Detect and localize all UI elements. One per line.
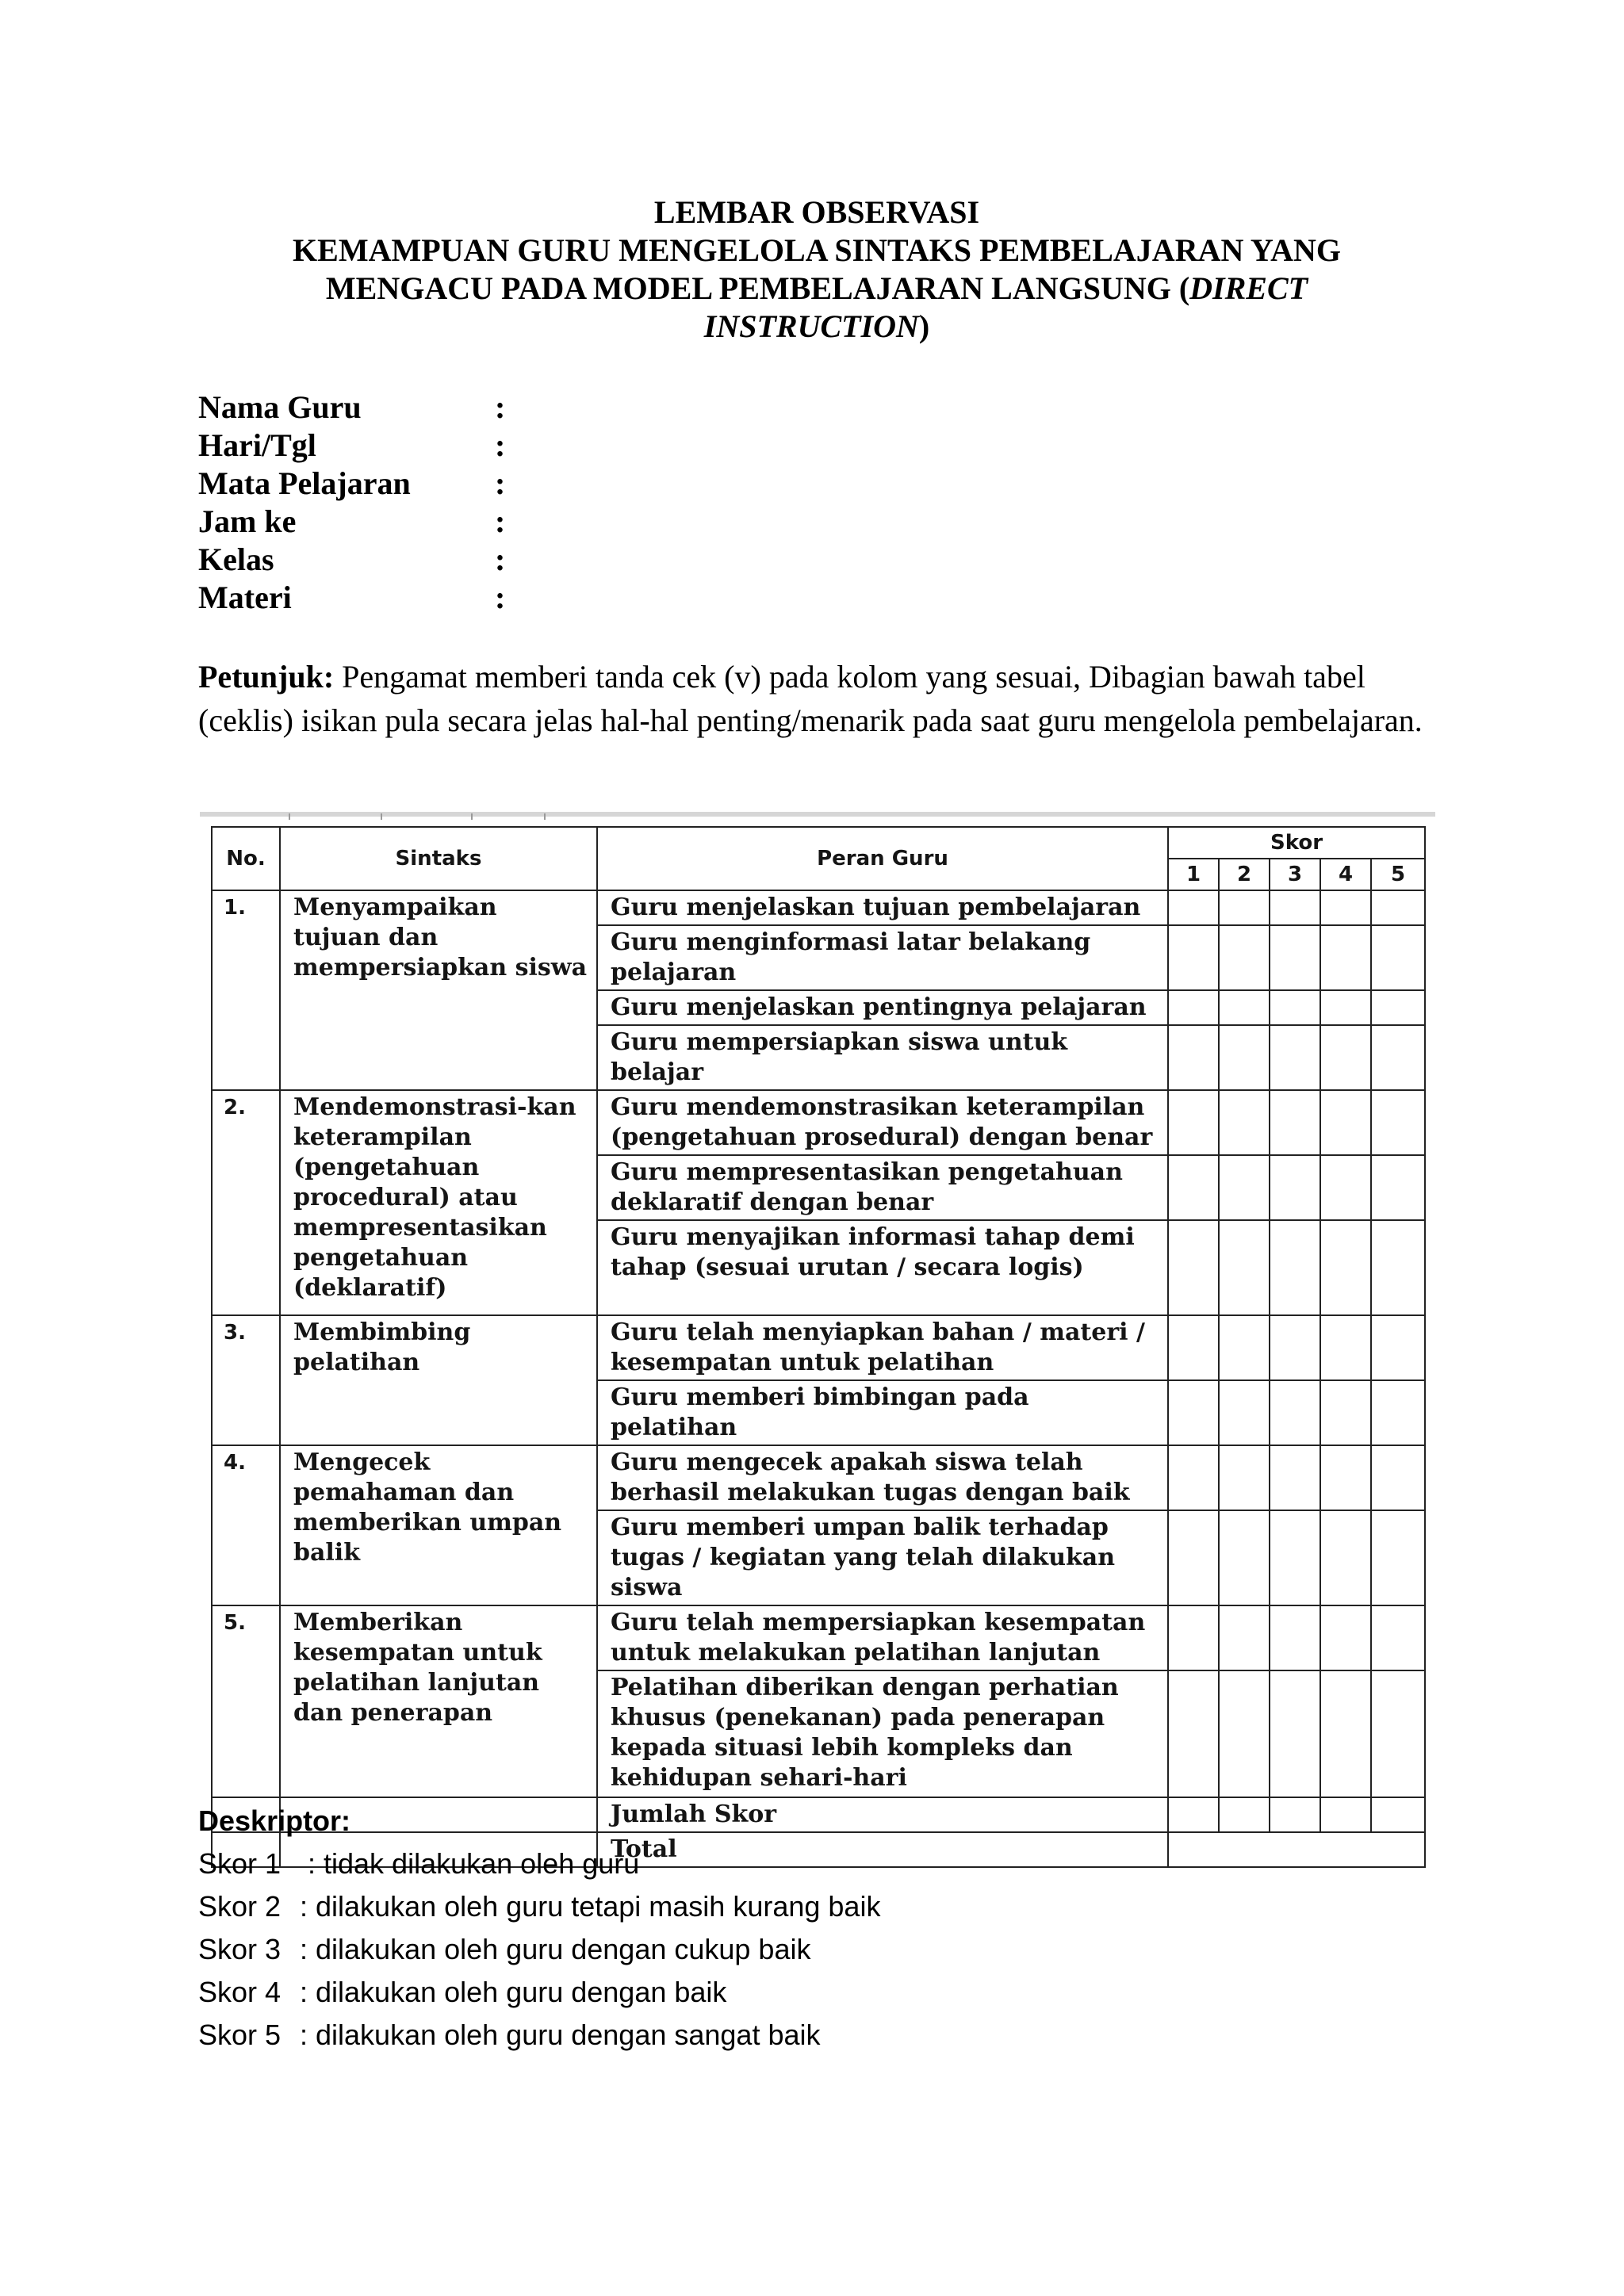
peran-cell: Guru telah menyiapkan bahan / materi / kesempatan untuk pelatihan	[597, 1315, 1168, 1380]
score-cell-4[interactable]	[1320, 1315, 1371, 1380]
score-cell-4[interactable]	[1320, 925, 1371, 990]
title-line-1: LEMBAR OBSERVASI	[653, 194, 980, 230]
peran-cell: Guru mempersiapkan siswa untuk belajar	[597, 1025, 1168, 1090]
header-skor-2: 2	[1219, 859, 1270, 890]
score-cell-3[interactable]	[1270, 925, 1320, 990]
peran-cell: Guru telah mempersiapkan kesempatan untuk melakukan pelatihan lanjutan	[597, 1605, 1168, 1670]
descriptor-label: Skor 1	[198, 1847, 282, 1880]
table-row	[212, 1315, 1425, 1380]
ruler-tick	[289, 813, 290, 820]
score-cell-2[interactable]	[1219, 890, 1270, 925]
title-line-3-text: MENGACU PADA MODEL PEMBELAJARAN LANGSUNG (	[325, 270, 1190, 306]
field-colon: :	[495, 503, 506, 539]
score-cell-3[interactable]	[1270, 1510, 1320, 1605]
score-cell-1[interactable]	[1168, 890, 1219, 925]
score-cell-4[interactable]	[1320, 1510, 1371, 1605]
score-cell-2[interactable]	[1219, 1220, 1270, 1315]
peran-cell: Guru menginformasi latar belakang pelajaran	[597, 925, 1168, 990]
total-value-cell[interactable]	[1168, 1832, 1425, 1867]
score-cell-3[interactable]	[1270, 1605, 1320, 1670]
ruler-tick	[471, 813, 473, 820]
score-cell-4[interactable]	[1320, 1605, 1371, 1670]
score-cell-2[interactable]	[1219, 1605, 1270, 1670]
score-cell-5[interactable]	[1371, 1315, 1425, 1380]
score-cell-4[interactable]	[1320, 1025, 1371, 1090]
score-cell-2[interactable]	[1219, 1090, 1270, 1155]
field-label: Mata Pelajaran	[198, 465, 411, 501]
score-cell-1[interactable]	[1168, 1220, 1219, 1315]
score-cell-3[interactable]	[1270, 890, 1320, 925]
title-line-4-suffix: )	[918, 308, 930, 344]
descriptor-text: : dilakukan oleh guru dengan sangat baik	[300, 2019, 821, 2051]
score-cell-4[interactable]	[1320, 1155, 1371, 1220]
field-label: Jam ke	[198, 503, 297, 539]
peran-cell: Guru memberi bimbingan pada pelatihan	[597, 1380, 1168, 1445]
descriptor-text: : tidak dilakukan oleh guru	[308, 1847, 640, 1880]
score-cell-2[interactable]	[1219, 1510, 1270, 1605]
jumlah-score-4[interactable]	[1320, 1797, 1371, 1832]
ruler-tick	[381, 813, 382, 820]
score-cell-3[interactable]	[1270, 1155, 1320, 1220]
score-cell-1[interactable]	[1168, 1670, 1219, 1797]
score-cell-4[interactable]	[1320, 1220, 1371, 1315]
descriptor-label: Skor 3	[198, 1933, 282, 1965]
row-number: 4.	[212, 1445, 280, 1605]
descriptor-item	[198, 2014, 821, 2057]
descriptor-text: : dilakukan oleh guru tetapi masih kurang baik	[300, 1890, 881, 1923]
score-cell-3[interactable]	[1270, 1670, 1320, 1797]
field-colon: :	[495, 389, 506, 425]
score-cell-4[interactable]	[1320, 890, 1371, 925]
instruction-text: Pengamat memberi tanda cek (v) pada kolom yang sesuai, Dibagian bawah tabel (ceklis) isikan pula secara jelas hal-hal penting/menarik pada saat guru mengelola pembelajaran.	[198, 659, 1423, 738]
peran-cell: Guru menjelaskan tujuan pembelajaran	[597, 890, 1168, 925]
descriptor-item	[198, 1928, 811, 1971]
sintaks-cell: Mendemonstrasi-kan keterampilan (pengetahuan procedural) atau mempresentasikan pengetahuan (deklaratif)	[280, 1090, 597, 1315]
score-cell-1[interactable]	[1168, 1445, 1219, 1510]
title-line-4	[198, 308, 1435, 346]
header-skor: Skor	[1168, 827, 1425, 859]
score-cell-5[interactable]	[1371, 925, 1425, 990]
header-no: No.	[212, 827, 280, 890]
field-label: Kelas	[198, 541, 274, 577]
score-cell-1[interactable]	[1168, 990, 1219, 1025]
checklist-table	[211, 826, 1426, 1868]
score-cell-5[interactable]	[1371, 1605, 1425, 1670]
score-cell-1[interactable]	[1168, 1510, 1219, 1605]
score-cell-2[interactable]	[1219, 1380, 1270, 1445]
table-row	[212, 1445, 1425, 1510]
title-line-3-italic: DIRECT	[1189, 270, 1308, 306]
score-cell-2[interactable]	[1219, 1445, 1270, 1510]
score-cell-1[interactable]	[1168, 1155, 1219, 1220]
score-cell-3[interactable]	[1270, 1445, 1320, 1510]
score-cell-4[interactable]	[1320, 1445, 1371, 1510]
title-line-3	[198, 270, 1435, 308]
score-cell-5[interactable]	[1371, 1510, 1425, 1605]
field-colon: :	[495, 541, 506, 577]
score-cell-5[interactable]	[1371, 1380, 1425, 1445]
score-cell-2[interactable]	[1219, 990, 1270, 1025]
document-title	[198, 193, 1435, 346]
score-cell-5[interactable]	[1371, 1670, 1425, 1797]
score-cell-1[interactable]	[1168, 925, 1219, 990]
score-cell-5[interactable]	[1371, 1220, 1425, 1315]
table-row	[212, 890, 1425, 925]
peran-cell: Guru mendemonstrasikan keterampilan (pengetahuan prosedural) dengan benar	[597, 1090, 1168, 1155]
score-cell-2[interactable]	[1219, 1315, 1270, 1380]
field-colon: :	[495, 580, 506, 615]
ruler-tick	[544, 813, 546, 820]
sintaks-cell: Memberikan kesempatan untuk pelatihan lanjutan dan penerapan	[280, 1605, 597, 1797]
descriptor-label: Skor 4	[198, 1976, 282, 2008]
total-label: Total	[597, 1832, 1168, 1867]
score-cell-5[interactable]	[1371, 1445, 1425, 1510]
score-cell-3[interactable]	[1270, 1090, 1320, 1155]
score-cell-1[interactable]	[1168, 1605, 1219, 1670]
score-cell-5[interactable]	[1371, 890, 1425, 925]
score-cell-4[interactable]	[1320, 1380, 1371, 1445]
row-number: 3.	[212, 1315, 280, 1445]
row-number: 5.	[212, 1605, 280, 1797]
descriptor-item	[198, 1885, 881, 1928]
score-cell-3[interactable]	[1270, 1380, 1320, 1445]
table-row	[212, 1090, 1425, 1155]
descriptor-text: : dilakukan oleh guru dengan cukup baik	[300, 1933, 811, 1965]
instruction-label: Petunjuk:	[198, 659, 335, 695]
peran-cell: Guru memberi umpan balik terhadap tugas / kegiatan yang telah dilakukan siswa	[597, 1510, 1168, 1605]
jumlah-skor-label: Jumlah Skor	[597, 1797, 1168, 1832]
peran-cell: Guru mempresentasikan pengetahuan deklaratif dengan benar	[597, 1155, 1168, 1220]
descriptor-item	[198, 1843, 640, 1885]
instruction-paragraph	[198, 655, 1435, 742]
jumlah-score-3[interactable]	[1270, 1797, 1320, 1832]
header-skor-4: 4	[1320, 859, 1371, 890]
score-cell-5[interactable]	[1371, 1025, 1425, 1090]
score-cell-2[interactable]	[1219, 1025, 1270, 1090]
sintaks-cell: Mengecek pemahaman dan memberikan umpan balik	[280, 1445, 597, 1605]
header-row	[212, 827, 1425, 859]
score-cell-1[interactable]	[1168, 1025, 1219, 1090]
peran-cell: Guru menjelaskan pentingnya pelajaran	[597, 990, 1168, 1025]
row-number: 1.	[212, 890, 280, 1090]
title-line-4-italic: INSTRUCTION	[703, 308, 919, 344]
descriptor-title: Deskriptor:	[198, 1804, 351, 1837]
score-cell-3[interactable]	[1270, 1315, 1320, 1380]
jumlah-skor-row	[212, 1797, 1425, 1832]
header-skor-3: 3	[1270, 859, 1320, 890]
score-cell-4[interactable]	[1320, 1090, 1371, 1155]
score-cell-1[interactable]	[1168, 1090, 1219, 1155]
field-colon: :	[495, 465, 506, 501]
score-cell-4[interactable]	[1320, 990, 1371, 1025]
descriptor-item	[198, 1971, 727, 2014]
header-peran-guru: Peran Guru	[597, 827, 1168, 890]
jumlah-score-1[interactable]	[1168, 1797, 1219, 1832]
score-cell-1[interactable]	[1168, 1380, 1219, 1445]
score-cell-2[interactable]	[1219, 1670, 1270, 1797]
score-cell-4[interactable]	[1320, 1670, 1371, 1797]
peran-cell: Pelatihan diberikan dengan perhatian khusus (penekanan) pada penerapan kepada situasi lebih kompleks dan kehidupan sehari-hari	[597, 1670, 1168, 1797]
score-cell-5[interactable]	[1371, 990, 1425, 1025]
sintaks-cell: Membimbing pelatihan	[280, 1315, 597, 1445]
descriptor-text: : dilakukan oleh guru dengan baik	[300, 1976, 727, 2008]
score-cell-2[interactable]	[1219, 925, 1270, 990]
field-colon: :	[495, 427, 506, 463]
header-skor-5: 5	[1371, 859, 1425, 890]
field-label: Hari/Tgl	[198, 427, 316, 463]
peran-cell: Guru mengecek apakah siswa telah berhasil melakukan tugas dengan baik	[597, 1445, 1168, 1510]
header-sintaks: Sintaks	[280, 827, 597, 890]
score-cell-5[interactable]	[1371, 1155, 1425, 1220]
peran-cell: Guru menyajikan informasi tahap demi tahap (sesuai urutan / secara logis)	[597, 1220, 1168, 1315]
jumlah-score-5[interactable]	[1371, 1797, 1425, 1832]
field-label: Materi	[198, 580, 292, 615]
score-cell-1[interactable]	[1168, 1315, 1219, 1380]
table-row	[212, 1605, 1425, 1670]
score-cell-5[interactable]	[1371, 1090, 1425, 1155]
jumlah-score-2[interactable]	[1219, 1797, 1270, 1832]
score-cell-3[interactable]	[1270, 1220, 1320, 1315]
score-cell-2[interactable]	[1219, 1155, 1270, 1220]
descriptor-label: Skor 2	[198, 1890, 282, 1923]
header-skor-1: 1	[1168, 859, 1219, 890]
sintaks-cell: Menyampaikan tujuan dan mempersiapkan siswa	[280, 890, 597, 1090]
score-cell-3[interactable]	[1270, 1025, 1320, 1090]
row-number: 2.	[212, 1090, 280, 1315]
score-cell-3[interactable]	[1270, 990, 1320, 1025]
field-label: Nama Guru	[198, 389, 362, 425]
descriptor-label: Skor 5	[198, 2019, 282, 2051]
title-line-2: KEMAMPUAN GURU MENGELOLA SINTAKS PEMBELAJARAN YANG	[293, 232, 1341, 268]
